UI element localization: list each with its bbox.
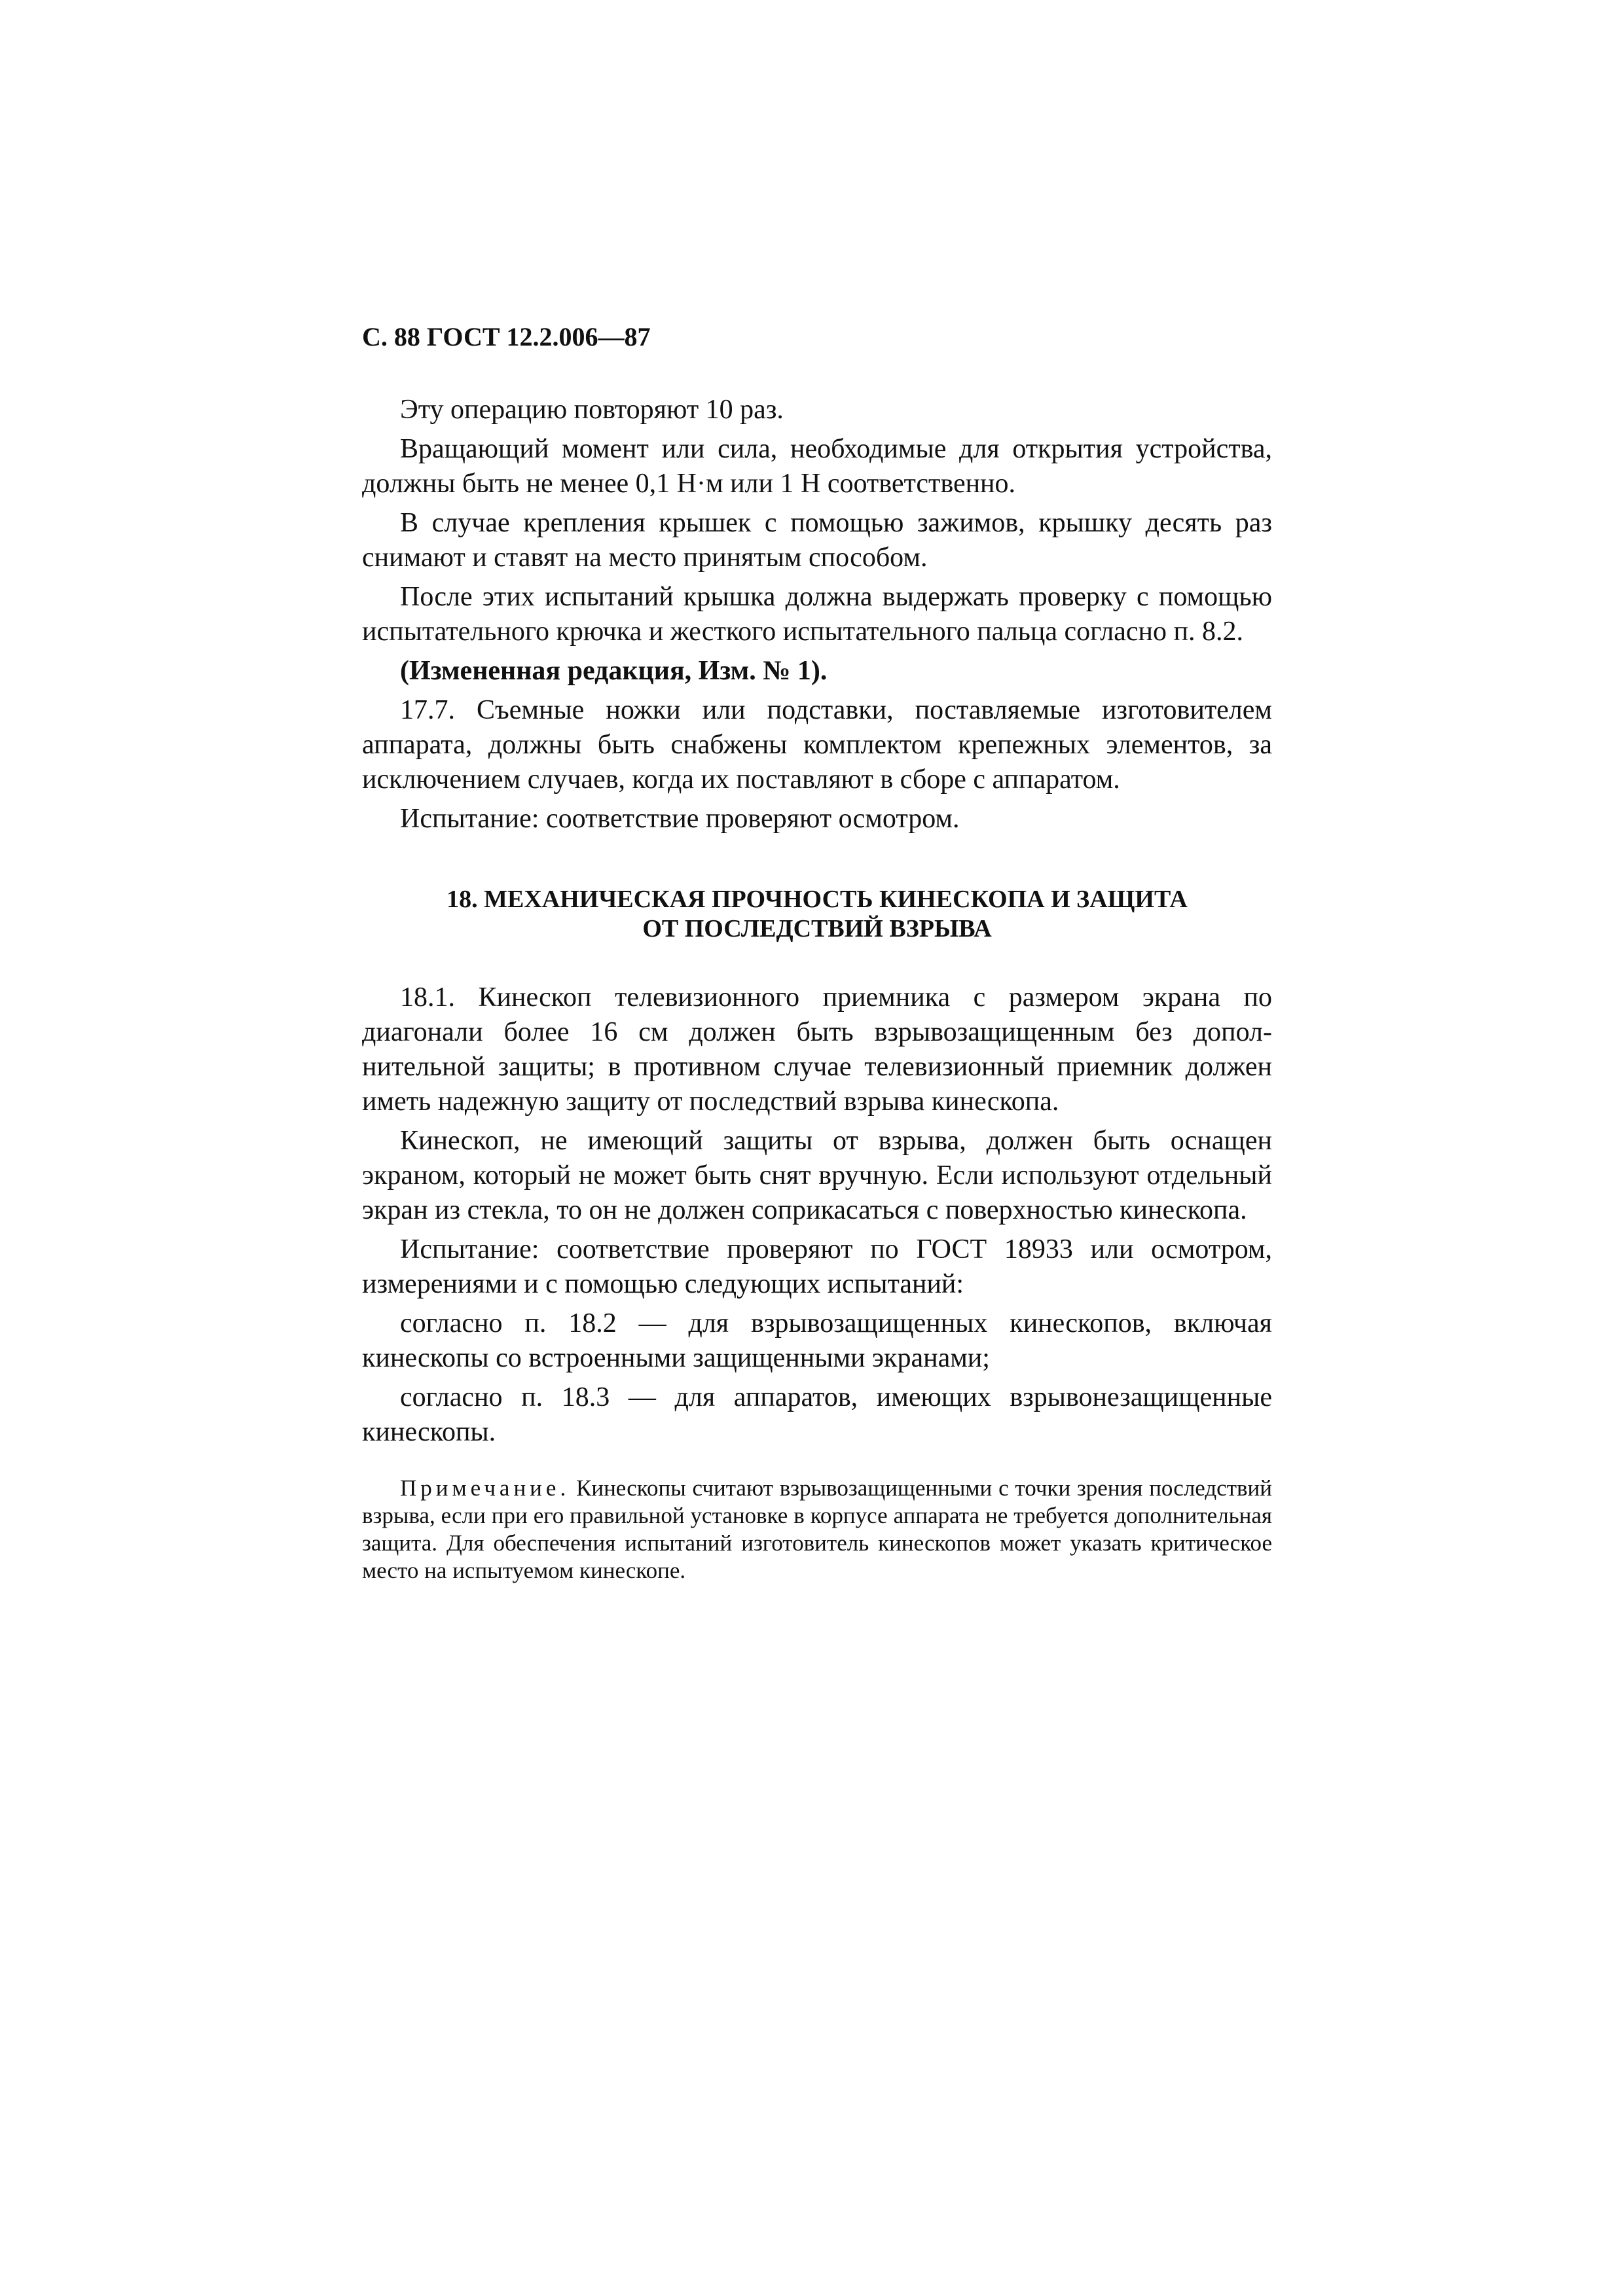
paragraph-17-7: 17.7. Съемные ножки или подставки, поставляемые изготовителем аппарата, должны быть снабжены комплектом крепежных элементов, за исключением случаев, когда их поставляют в сборе с аппаратом. <box>362 695 1272 795</box>
section-title-line-1: 18. МЕХАНИЧЕСКАЯ ПРОЧНОСТЬ КИНЕСКОПА И ЗАЩИТА <box>447 886 1188 913</box>
section-title-line-2: ОТ ПОСЛЕДСТВИЙ ВЗРЫВА <box>642 915 992 942</box>
note <box>362 1475 1272 1585</box>
paragraph-test-gost: Испытание: соответствие проверяют по ГОСТ 18933 или осмотром, измерениями и с помощью следующих испытаний: <box>362 1234 1272 1299</box>
paragraph-kinescope-screen: Кинескоп, не имеющий защиты от взрыва, должен быть оснащен экраном, который не может быть снят вручную. Если используют отдельный экран из стекла, то он не должен соприкасаться с поверхностью кинескопа. <box>362 1126 1272 1225</box>
paragraph-after-tests: После этих испытаний крышка должна выдержать проверку с помощью испытательного крючка и жесткого испытательного пальца согласно п. 8.2. <box>362 582 1272 647</box>
paragraph-revision: (Измененная редакция, Изм. № 1). <box>400 656 828 686</box>
document-page <box>362 321 1272 1585</box>
page-header: С. 88 ГОСТ 12.2.006—87 <box>362 322 651 351</box>
paragraph-per-18-2: согласно п. 18.2 — для взрывозащищенных кинескопов, включая кинескопы со встроенными защищенными экранами; <box>362 1308 1272 1373</box>
paragraph-clamps: В случае крепления крышек с помощью зажимов, крышку десять раз снимают и ставят на место принятым способом. <box>362 508 1272 573</box>
paragraph-test-inspection: Испытание: соответствие проверяют осмотром. <box>400 804 960 834</box>
note-label: Примечание. <box>400 1475 570 1501</box>
paragraph-repeat: Эту операцию повторяют 10 раз. <box>400 395 784 425</box>
paragraph-per-18-3: согласно п. 18.3 — для аппаратов, имеющих взрывонезащищенные кинескопы. <box>362 1382 1272 1447</box>
paragraph-18-1: 18.1. Кинескоп телевизионного приемника с размером экрана по диагонали более 16 см должен быть взрывозащищенным без дополнительной защиты; в противном случае телевизионный приемник должен иметь надежную защиту от последствий взрыва кинескопа. <box>362 982 1272 1117</box>
note-text: Кинескопы считают взрывозащищенными с точки зрения последствий взрыва, если при его правильной установке в корпусе аппарата не требуется дополнительная защита. Для обеспечения испытаний изготовитель кинескопов может указать критическое место на испытуемом кинескопе. <box>362 1475 1272 1583</box>
paragraph-torque: Вращающий момент или сила, необходимые для открытия устройства, должны быть не менее 0,1 Н·м или 1 Н соответственно. <box>362 434 1272 499</box>
section-title <box>362 885 1272 944</box>
